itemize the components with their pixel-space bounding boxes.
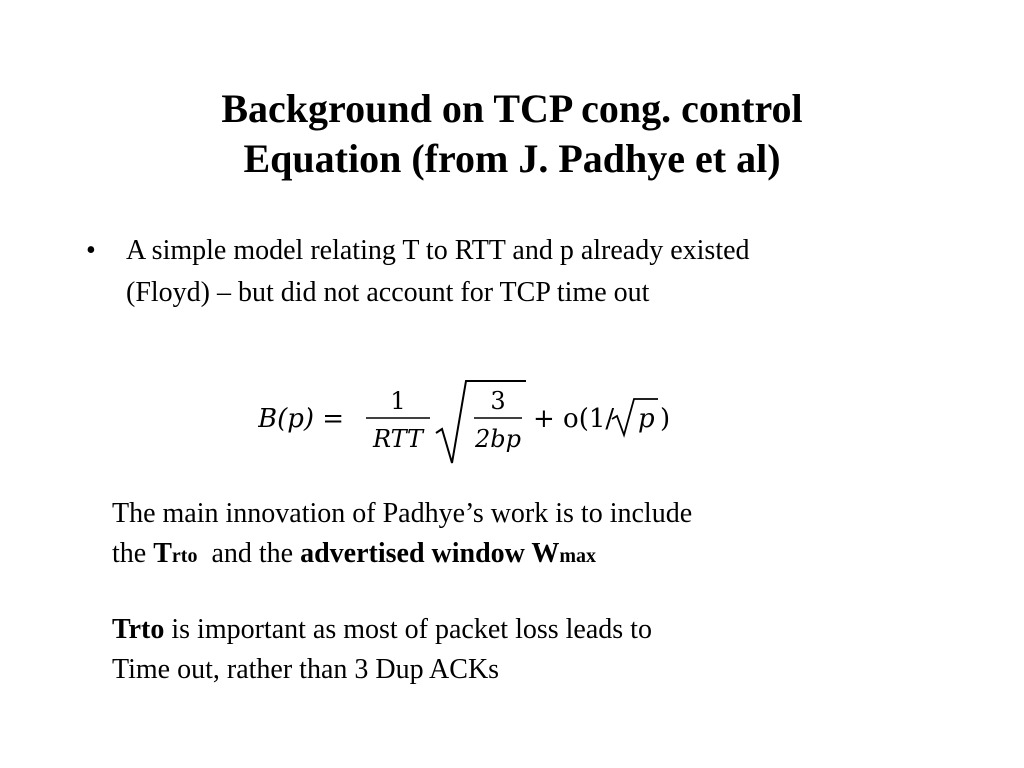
innovation-line-2-mid: and the — [197, 538, 301, 569]
bullet-marker: • — [86, 235, 96, 266]
advertised-window-subscript: max — [559, 545, 597, 567]
timeout-paragraph — [112, 610, 892, 690]
formula-rhs-close: ) — [660, 404, 671, 434]
formula-numerator: 1 — [390, 387, 406, 415]
timeout-line-2: Time out, rather than 3 Dup ACKs — [112, 654, 500, 685]
formula-lhs: B(p) = — [258, 404, 345, 434]
formula-rhs-sqrt: p — [638, 404, 655, 434]
trto-label: Trto — [112, 614, 165, 645]
sqrt-numerator: 3 — [490, 387, 506, 415]
advertised-window-main: advertised window W — [300, 538, 560, 569]
trto-term — [153, 538, 197, 569]
bullet-line-2: (Floyd) – but did not account for TCP time out — [126, 277, 650, 308]
bullet-item — [84, 230, 944, 314]
formula-rhs: + o(1/ — [533, 404, 615, 434]
bullet-line-1: A simple model relating T to RTT and p already existed — [126, 235, 750, 266]
throughput-formula — [258, 375, 698, 475]
trto-main: T — [153, 538, 172, 569]
formula-denominator: RTT — [372, 425, 424, 453]
sqrt-denominator: 2bp — [475, 425, 521, 453]
trto-subscript: rto — [171, 545, 198, 567]
innovation-line-1: The main innovation of Padhye’s work is to include — [112, 498, 693, 529]
title-line-2: Equation (from J. Padhye et al) — [243, 136, 781, 181]
innovation-paragraph — [112, 494, 892, 576]
advertised-window-term — [300, 538, 596, 569]
bullet-list — [84, 230, 944, 314]
timeout-line-1-rest: is important as most of packet loss leads to — [164, 614, 652, 645]
formula-graphic — [258, 375, 698, 475]
innovation-line-2-prefix: the — [112, 538, 154, 569]
slide-title — [112, 84, 912, 184]
title-line-1: Background on TCP cong. control — [221, 86, 803, 131]
